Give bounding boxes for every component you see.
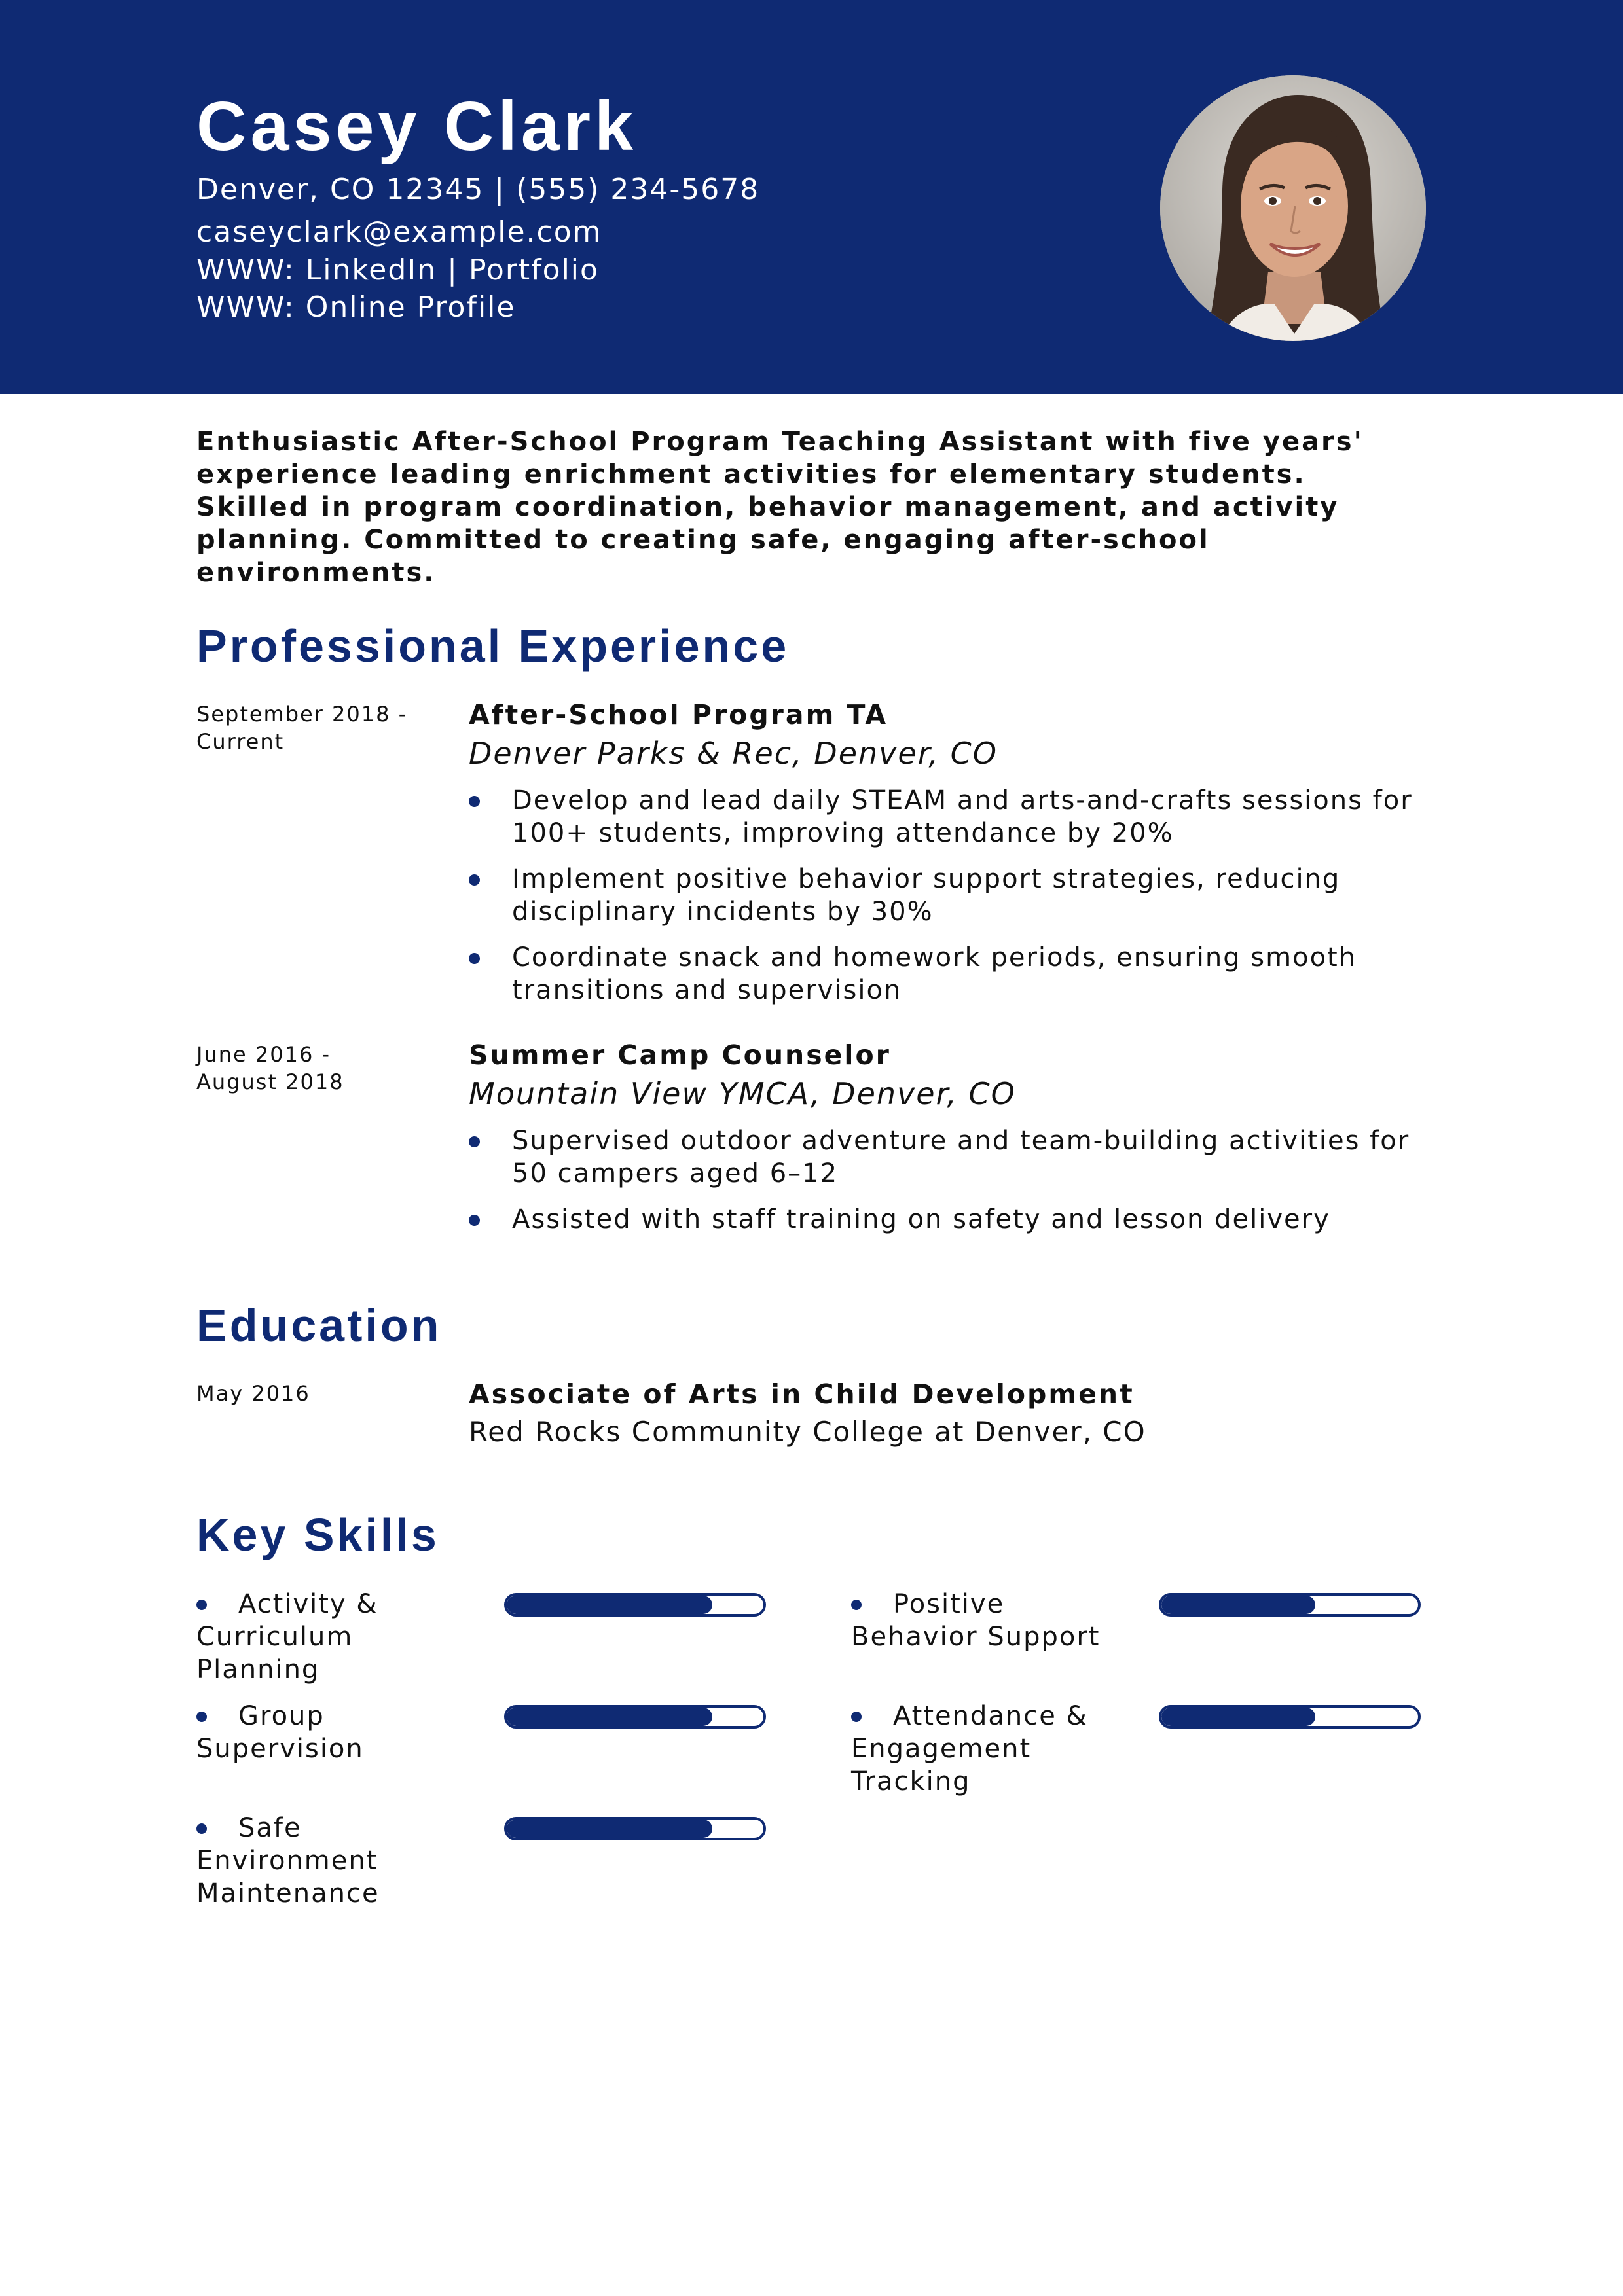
skill-item: [196, 1588, 458, 1686]
skill-label: Positive Behavior Support: [851, 1589, 1101, 1652]
bullet-text: Implement positive behavior support strategies, reducing disciplinary incidents by 30%: [512, 864, 1341, 927]
job-bullet: [469, 784, 1425, 850]
professional-summary: Enthusiastic After-School Program Teaching Assistant with five years' experience leading enrichment activities for elementary students. Skilled in program coordination, behavior management, and activity planning. Committed to creating safe, engaging after-school environments.: [196, 427, 1364, 588]
bullet-text: Coordinate snack and homework periods, ensuring smooth transitions and supervision: [512, 942, 1357, 1005]
bullet-dot-icon: [196, 1823, 207, 1834]
job-bullet: [469, 1124, 1425, 1190]
header-banner: [0, 0, 1623, 394]
bullet-dot-icon: [469, 1136, 480, 1147]
portrait-image: [1160, 75, 1426, 341]
bullet-dot-icon: [469, 953, 480, 964]
bullet-dot-icon: [469, 1215, 480, 1226]
skill-item: [196, 1812, 458, 1910]
job-company: Mountain View YMCA, Denver, CO: [469, 1076, 1016, 1111]
bullet-dot-icon: [469, 796, 480, 807]
education-date: May 2016: [196, 1381, 310, 1406]
job-company: Denver Parks & Rec, Denver, CO: [469, 736, 998, 771]
skills-section-title: Key Skills: [196, 1509, 439, 1560]
skill-level-bar: [504, 1705, 766, 1729]
skill-level-bar: [504, 1593, 766, 1617]
skill-level-fill: [507, 1708, 712, 1726]
skill-level-fill: [507, 1596, 712, 1614]
education-section-title: Education: [196, 1300, 442, 1351]
skill-level-bar: [1159, 1593, 1421, 1617]
education-degree: Associate of Arts in Child Development: [469, 1378, 1135, 1410]
bullet-text: Supervised outdoor adventure and team-building activities for 50 campers aged 6–12: [512, 1126, 1410, 1189]
bullet-text: Develop and lead daily STEAM and arts-and-crafts sessions for 100+ students, improving attendance by 20%: [512, 785, 1413, 848]
skill-label: Activity & Curriculum Planning: [196, 1589, 378, 1685]
bullet-dot-icon: [851, 1712, 862, 1722]
online-profile-link[interactable]: WWW: Online Profile: [196, 291, 516, 324]
bullet-text: Assisted with staff training on safety and lesson delivery: [512, 1204, 1330, 1234]
profile-photo: [1160, 75, 1426, 341]
email-link[interactable]: caseyclark@example.com: [196, 215, 602, 249]
job-bullet: [469, 863, 1425, 928]
job-date: June 2016 - August 2018: [196, 1042, 344, 1094]
bullet-dot-icon: [469, 874, 480, 886]
skill-item: [851, 1588, 1113, 1653]
job-title: After-School Program TA: [469, 699, 888, 730]
skill-level-bar: [504, 1817, 766, 1840]
job-date: September 2018 - Current: [196, 702, 408, 754]
linkedin-portfolio-links[interactable]: WWW: LinkedIn | Portfolio: [196, 253, 599, 287]
location-phone: Denver, CO 12345 | (555) 234-5678: [196, 173, 760, 206]
skill-level-fill: [1161, 1708, 1315, 1726]
bullet-dot-icon: [851, 1600, 862, 1610]
skill-item: [196, 1700, 458, 1765]
skill-label: Safe Environment Maintenance: [196, 1813, 380, 1909]
bullet-dot-icon: [196, 1712, 207, 1722]
skill-level-bar: [1159, 1705, 1421, 1729]
skill-label: Group Supervision: [196, 1701, 364, 1764]
skill-level-fill: [507, 1820, 712, 1838]
bullet-dot-icon: [196, 1600, 207, 1610]
job-bullet: [469, 941, 1425, 1007]
skill-label: Attendance & Engagement Tracking: [851, 1701, 1088, 1797]
skill-level-fill: [1161, 1596, 1315, 1614]
experience-section-title: Professional Experience: [196, 620, 790, 672]
job-title: Summer Camp Counselor: [469, 1039, 891, 1071]
skill-item: [851, 1700, 1113, 1798]
job-bullet: [469, 1203, 1425, 1236]
education-school: Red Rocks Community College at Denver, CO: [469, 1416, 1146, 1448]
candidate-name: Casey Clark: [196, 88, 637, 165]
